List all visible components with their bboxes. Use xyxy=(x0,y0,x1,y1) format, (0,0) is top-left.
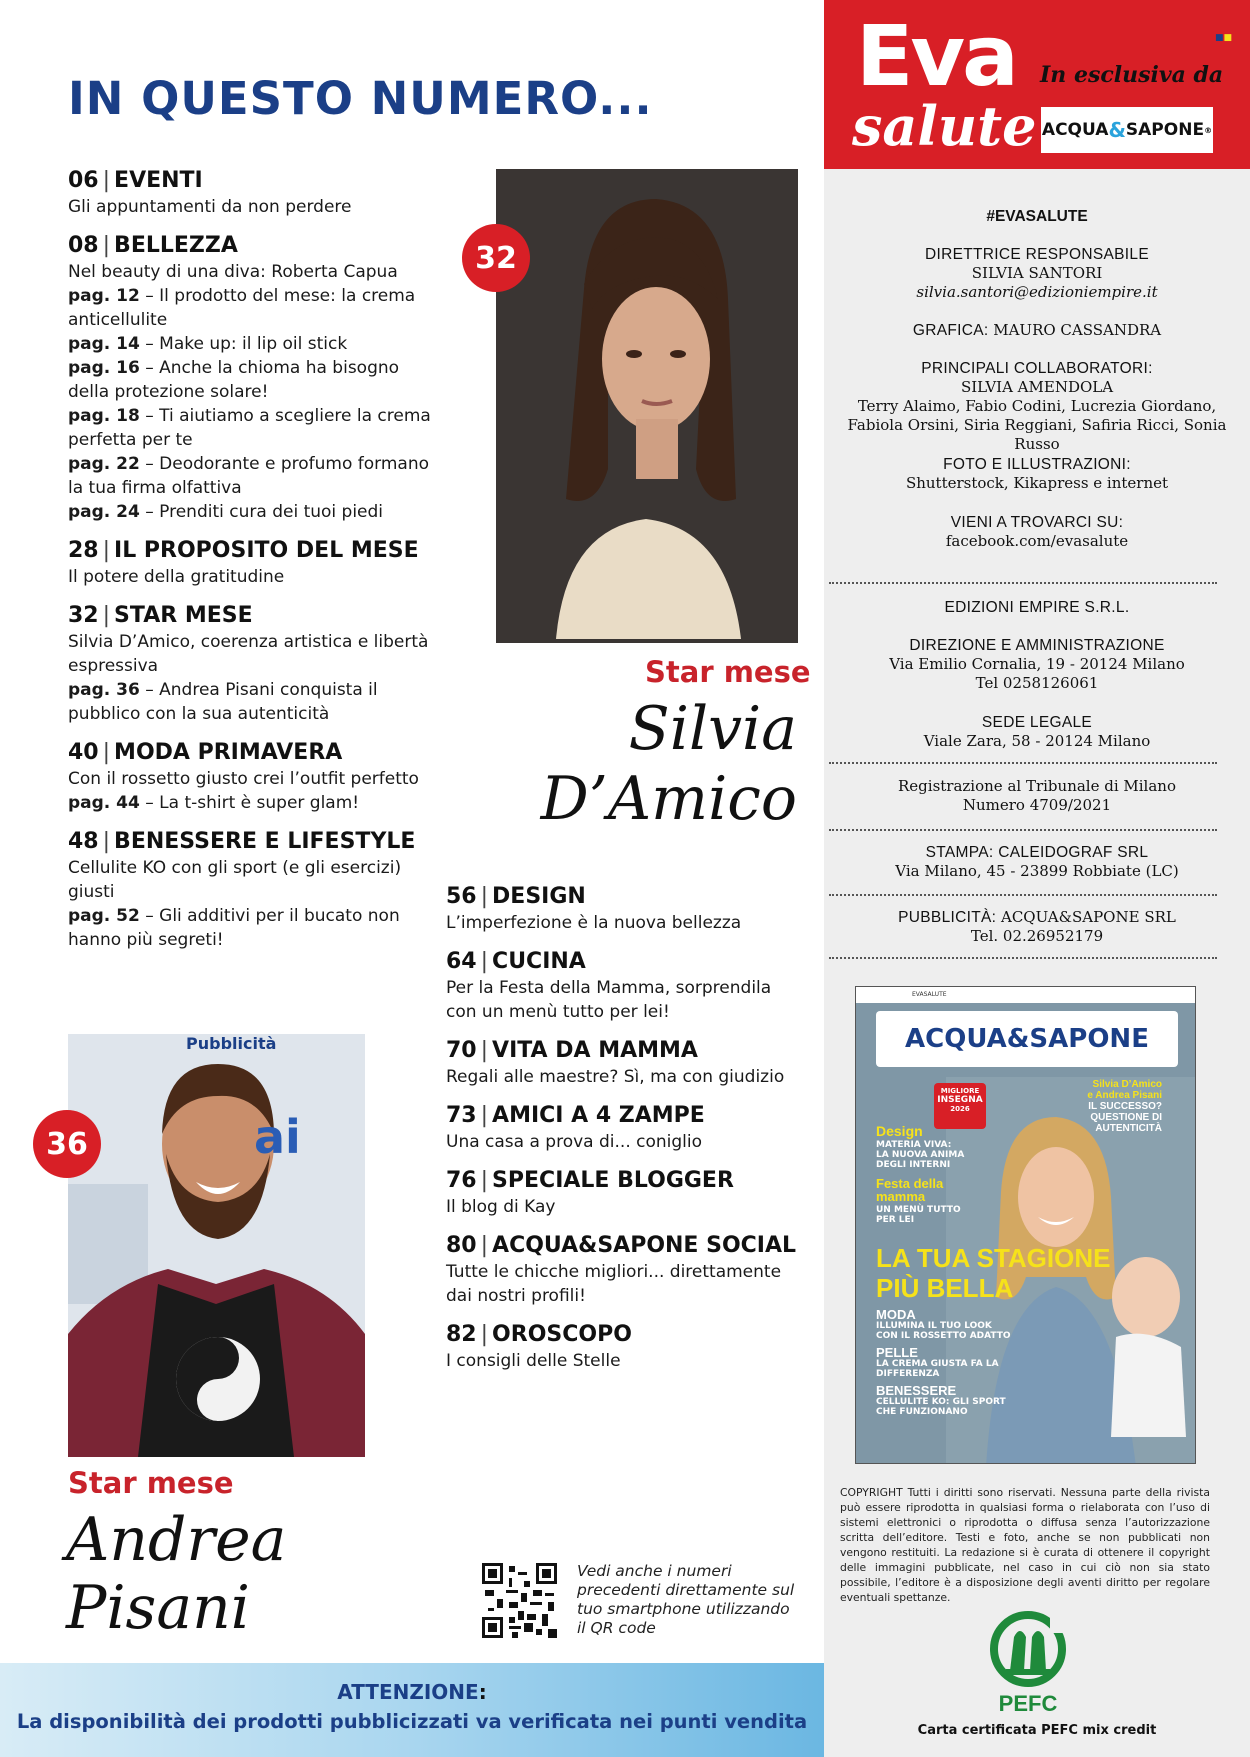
pefc-logo-icon xyxy=(980,1607,1076,1719)
qr-code[interactable] xyxy=(482,1563,557,1638)
toc-entry[interactable] xyxy=(446,1232,806,1308)
grafica-name: MAURO CASSANDRA xyxy=(993,321,1162,339)
toc-separator: | xyxy=(102,740,111,765)
andrea-pisani-photo xyxy=(68,1034,365,1457)
grafica-label: GRAFICA: xyxy=(912,322,989,339)
logo-amp: & xyxy=(1108,118,1126,142)
toc-page-number: 56 xyxy=(446,884,477,909)
colophon-pubblicita xyxy=(824,908,1250,946)
toc-entry[interactable] xyxy=(68,167,438,219)
toc-page-number: 80 xyxy=(446,1233,477,1258)
toc-description-text: – Gli additivi per il bucato non hanno più segreti! xyxy=(68,906,400,950)
logo-reg: ® xyxy=(1204,125,1213,135)
collab-line1: Terry Alaimo, Fabio Codini, Lucrezia Giordano, xyxy=(857,397,1217,415)
toc-section-title: AMICI A 4 ZAMPE xyxy=(492,1103,705,1128)
colophon-vieni xyxy=(824,513,1250,551)
toc-heading xyxy=(68,739,438,767)
toc-description xyxy=(68,195,438,219)
toc-page-number: 73 xyxy=(446,1103,477,1128)
toc-page-number: 48 xyxy=(68,829,99,854)
colophon-director xyxy=(824,245,1250,302)
toc-description-text: Una casa a prova di... coniglio xyxy=(446,1132,703,1152)
toc-separator: | xyxy=(102,538,111,563)
collab-line2: Fabiola Orsini, Siria Reggiani, Safiria Ricci, Sonia Russo xyxy=(847,416,1227,453)
colophon-publisher xyxy=(824,598,1250,617)
cover-benessere-sub xyxy=(876,1397,1006,1417)
toc-entry[interactable] xyxy=(68,537,438,589)
cover-design: Design xyxy=(876,1123,923,1139)
toc-description xyxy=(446,1065,806,1089)
toc-description-text: Tutte le chicche migliori... direttamente dai nostri profili! xyxy=(446,1262,782,1306)
toc-description xyxy=(68,630,438,678)
cover-moda: MODA xyxy=(876,1307,916,1322)
toc-subpage: pag. 22 xyxy=(68,454,140,474)
toc-page-number: 32 xyxy=(68,603,99,628)
toc-left-column xyxy=(68,167,438,965)
colophon-direzione xyxy=(824,636,1250,693)
toc-section-title: VITA DA MAMMA xyxy=(492,1038,698,1063)
toc-subpage: pag. 14 xyxy=(68,334,140,354)
footer-colon: : xyxy=(478,1680,487,1704)
toc-description-text: L’imperfezione è la nuova bellezza xyxy=(446,913,742,933)
toc-entry[interactable] xyxy=(68,602,438,726)
divider xyxy=(829,582,1217,584)
cover-benessere-sub-1: CELLULITE KO: GLI SPORT xyxy=(876,1397,1006,1407)
cover-benessere-sub-2: CHE FUNZIONANO xyxy=(876,1407,968,1417)
toc-subpage: pag. 52 xyxy=(68,906,140,926)
toc-description xyxy=(446,1260,806,1308)
direzione-tel: Tel 0258126061 xyxy=(975,674,1099,692)
toc-page-number: 64 xyxy=(446,949,477,974)
color-dots-icon: ■■ xyxy=(1215,33,1233,43)
toc-heading xyxy=(446,883,806,911)
toc-separator: | xyxy=(480,1103,489,1128)
toc-description xyxy=(446,1130,806,1154)
colophon-sede xyxy=(824,713,1250,751)
magazine-cover xyxy=(855,986,1196,1464)
collab-label: PRINCIPALI COLLABORATORI: xyxy=(921,360,1153,377)
toc-description xyxy=(68,404,438,452)
toc-separator: | xyxy=(480,949,489,974)
toc-section-title: STAR MESE xyxy=(114,603,253,628)
footer-title: ATTENZIONE xyxy=(337,1680,479,1704)
vieni-label: VIENI A TROVARCI SU: xyxy=(950,514,1124,531)
cover-design-sub xyxy=(876,1140,964,1170)
star-badge-32: 32 xyxy=(462,224,530,292)
director-name: SILVIA SANTORI xyxy=(971,264,1103,282)
award-line1: MIGLIORE xyxy=(940,1087,980,1095)
toc-description-text: – Ti aiutiamo a scegliere la crema perfetta per te xyxy=(68,406,431,450)
toc-description-text: Regali alle maestre? Sì, ma con giudizio xyxy=(446,1067,785,1087)
toc-subpage: pag. 24 xyxy=(68,502,140,522)
page-title: IN QUESTO NUMERO... xyxy=(68,72,653,125)
toc-description-text: – Il prodotto del mese: la crema anticellulite xyxy=(68,286,416,330)
toc-right-column xyxy=(446,883,806,1386)
award-year: 2026 xyxy=(950,1105,970,1113)
cover-festa-sub-2: PER LEI xyxy=(876,1215,915,1225)
toc-subpage: pag. 36 xyxy=(68,680,140,700)
cover-headline xyxy=(876,1243,1110,1303)
cover-festa-sub-1: UN MENÙ TUTTO xyxy=(876,1205,961,1215)
toc-description xyxy=(68,500,438,524)
direzione-addr: Via Emilio Cornalia, 19 - 20124 Milano xyxy=(889,655,1185,673)
cover-stars-2: e Andrea Pisani xyxy=(1087,1090,1162,1101)
cover-design-sub-2: LA NUOVA ANIMA xyxy=(876,1150,965,1160)
toc-description-text: Con il rossetto giusto crei l’outfit perfetto xyxy=(68,769,419,789)
toc-subpage: pag. 12 xyxy=(68,286,140,306)
pefc-logo-text: PEFC xyxy=(998,1691,1058,1716)
toc-heading xyxy=(446,1232,806,1260)
cover-moda-sub-2: CON IL ROSSETTO ADATTO xyxy=(876,1331,1011,1341)
logo-right: SAPONE xyxy=(1125,120,1205,140)
star2-name-line1: Andrea xyxy=(66,1505,287,1575)
director-label: DIRETTRICE RESPONSABILE xyxy=(925,246,1149,263)
toc-separator: | xyxy=(102,829,111,854)
acqua-sapone-logo xyxy=(1041,107,1213,153)
divider xyxy=(829,894,1217,896)
toc-description-text: Nel beauty di una diva: Roberta Capua xyxy=(68,262,398,282)
toc-entry[interactable] xyxy=(446,883,806,935)
toc-section-title: BELLEZZA xyxy=(114,233,238,258)
toc-heading xyxy=(68,232,438,260)
cover-benessere: BENESSERE xyxy=(876,1383,957,1398)
toc-separator: | xyxy=(480,1233,489,1258)
reg-line2: Numero 4709/2021 xyxy=(962,796,1112,814)
award-badge xyxy=(934,1083,986,1129)
cover-pelle: PELLE xyxy=(876,1345,918,1360)
photo-backdrop-text-2: ai xyxy=(254,1110,301,1164)
toc-description-text: – Make up: il lip oil stick xyxy=(139,334,348,354)
copyright-notice: COPYRIGHT Tutti i diritti sono riservati. Nessuna parte della rivista può essere riprodotta in qualsiasi forma o rielaborata con l’uso di sistemi elettronici o riprodotta o diffusa senza l’autorizzazione scritta dell’editore. Testi e foto, anche se non pubblicati non vengono restituiti. La redazione si è curata di ottenere il copyright delle immagini pubblicate, nel caso in cui ciò non sia stato possibile, l’editore è a disposizione degli aventi diritto per regolare eventuali spettanze. xyxy=(840,1486,1210,1604)
toc-section-title: MODA PRIMAVERA xyxy=(114,740,343,765)
toc-entry[interactable] xyxy=(446,1102,806,1154)
toc-description xyxy=(68,356,438,404)
toc-description-text: – Prenditi cura dei tuoi piedi xyxy=(139,502,384,522)
toc-description-text: Il blog di Kay xyxy=(446,1197,556,1217)
foto-text: Shutterstock, Kikapress e internet xyxy=(905,474,1169,492)
toc-separator: | xyxy=(102,603,111,628)
cover-moda-sub-1: ILLUMINA IL TUO LOOK xyxy=(876,1321,992,1331)
cover-pelle-sub xyxy=(876,1359,999,1379)
toc-description xyxy=(68,678,438,726)
toc-subpage: pag. 44 xyxy=(68,793,140,813)
toc-entry[interactable] xyxy=(446,1037,806,1089)
toc-heading xyxy=(68,167,438,195)
divider xyxy=(829,762,1217,764)
toc-heading xyxy=(68,537,438,565)
footer-text: La disponibilità dei prodotti pubblicizzati va verificata nei punti vendita xyxy=(16,1710,808,1733)
cover-stars-5: AUTENTICITÀ xyxy=(1095,1123,1162,1134)
toc-separator: | xyxy=(102,168,111,193)
toc-description xyxy=(68,332,438,356)
star1-name-line1: Silvia xyxy=(628,694,797,764)
toc-section-title: SPECIALE BLOGGER xyxy=(492,1168,734,1193)
toc-section-title: DESIGN xyxy=(492,884,586,909)
pub-name: ACQUA&SAPONE SRL xyxy=(1001,908,1176,926)
photo-backdrop-text: Pubblicità xyxy=(186,1034,277,1053)
collab-main: SILVIA AMENDOLA xyxy=(960,378,1114,396)
toc-separator: | xyxy=(480,1322,489,1347)
sede-label: SEDE LEGALE xyxy=(981,714,1093,731)
cover-headline-1: LA TUA STAGIONE xyxy=(876,1243,1111,1273)
logo-left: ACQUA xyxy=(1041,120,1109,140)
stampa-name: CALEIDOGRAF SRL xyxy=(998,844,1149,861)
cover-festa-1: Festa della xyxy=(876,1176,944,1191)
toc-entry[interactable] xyxy=(68,232,438,524)
toc-description-text: I consigli delle Stelle xyxy=(446,1351,621,1371)
toc-subpage: pag. 16 xyxy=(68,358,140,378)
toc-description-text: Il potere della gratitudine xyxy=(68,567,285,587)
cover-strip: EVASALUTE xyxy=(856,987,1195,1003)
silvia-damico-photo xyxy=(496,169,798,643)
toc-description xyxy=(68,452,438,500)
award-line2: INSEGNA xyxy=(937,1095,983,1105)
toc-description xyxy=(68,767,438,791)
cover-stars-1: Silvia D’Amico xyxy=(1092,1079,1162,1090)
cover-festa-sub xyxy=(876,1205,961,1225)
toc-description-text: – Anche la chioma ha bisogno della protezione solare! xyxy=(68,358,400,402)
vieni-text[interactable]: facebook.com/evasalute xyxy=(945,532,1129,550)
toc-page-number: 06 xyxy=(68,168,99,193)
toc-page-number: 76 xyxy=(446,1168,477,1193)
toc-subpage: pag. 18 xyxy=(68,406,140,426)
toc-description xyxy=(446,976,806,1024)
colophon-registration xyxy=(824,777,1250,815)
toc-section-title: EVENTI xyxy=(114,168,203,193)
toc-heading xyxy=(68,828,438,856)
toc-page-number: 28 xyxy=(68,538,99,563)
footer-bar xyxy=(0,1663,824,1757)
footer-title-line xyxy=(0,1680,824,1704)
toc-entry[interactable] xyxy=(68,828,438,952)
toc-description-text: Silvia D’Amico, coerenza artistica e libertà espressiva xyxy=(68,632,429,676)
cover-festa-2: mamma xyxy=(876,1189,926,1204)
masthead-eva: Eva xyxy=(856,7,1016,105)
star2-name-line2: Pisani xyxy=(66,1573,250,1643)
toc-description xyxy=(446,1349,806,1373)
cover-headline-2: PIÙ BELLA xyxy=(876,1273,1014,1303)
colophon-grafica xyxy=(824,321,1250,340)
toc-heading xyxy=(68,602,438,630)
toc-entry[interactable] xyxy=(446,1167,806,1219)
toc-description-text: Gli appuntamenti da non perdere xyxy=(68,197,352,217)
toc-section-title: CUCINA xyxy=(492,949,586,974)
toc-separator: | xyxy=(480,1038,489,1063)
toc-section-title: ACQUA&SAPONE SOCIAL xyxy=(492,1233,797,1258)
toc-description-text: – La t-shirt è super glam! xyxy=(139,793,360,813)
toc-heading xyxy=(446,1167,806,1195)
cover-stars-4: QUESTIONE DI xyxy=(1090,1112,1162,1123)
toc-entry[interactable] xyxy=(68,739,438,815)
cover-pelle-sub-1: LA CREMA GIUSTA FA LA xyxy=(876,1359,999,1369)
toc-page-number: 40 xyxy=(68,740,99,765)
cover-festa xyxy=(876,1177,943,1203)
toc-page-number: 70 xyxy=(446,1038,477,1063)
cover-stars xyxy=(1062,1079,1162,1134)
reg-line1: Registrazione al Tribunale di Milano xyxy=(898,777,1176,795)
toc-heading xyxy=(446,948,806,976)
toc-page-number: 08 xyxy=(68,233,99,258)
pefc-caption: Carta certificata PEFC mix credit xyxy=(917,1723,1157,1738)
star1-label: Star mese xyxy=(645,655,811,689)
toc-separator: | xyxy=(480,1168,489,1193)
cover-design-sub-1: MATERIA VIVA: xyxy=(876,1140,952,1150)
colophon-foto xyxy=(824,455,1250,493)
colophon-hashtag xyxy=(824,207,1250,226)
toc-description xyxy=(68,565,438,589)
cover-stars-3: IL SUCCESSO? xyxy=(1088,1101,1162,1112)
toc-section-title: OROSCOPO xyxy=(492,1322,632,1347)
cover-design-sub-3: DEGLI INTERNI xyxy=(876,1160,951,1170)
divider xyxy=(829,957,1217,959)
cover-moda-sub xyxy=(876,1321,1011,1341)
masthead-exclusive: In esclusiva da xyxy=(1040,62,1224,88)
toc-heading xyxy=(446,1321,806,1349)
toc-description-text: Per la Festa della Mamma, sorprendila con un menù tutto per lei! xyxy=(446,978,772,1022)
colophon-stampa xyxy=(824,843,1250,881)
toc-page-number: 82 xyxy=(446,1322,477,1347)
colophon-collaborators xyxy=(824,359,1250,454)
divider xyxy=(829,829,1217,831)
toc-heading xyxy=(446,1037,806,1065)
qr-caption: Vedi anche i numeri precedenti direttamente sul tuo smartphone utilizzando il QR code xyxy=(577,1562,795,1637)
toc-description xyxy=(68,904,438,952)
sede-addr: Viale Zara, 58 - 20124 Milano xyxy=(923,732,1151,750)
foto-label: FOTO E ILLUSTRAZIONI: xyxy=(943,456,1131,473)
toc-description xyxy=(446,1195,806,1219)
stampa-label: STAMPA: xyxy=(925,844,994,861)
star1-name-line2: D’Amico xyxy=(540,764,797,834)
hashtag: #EVASALUTE xyxy=(986,208,1088,225)
masthead-salute: salute xyxy=(852,94,1037,158)
toc-separator: | xyxy=(102,233,111,258)
toc-description xyxy=(68,284,438,332)
toc-description xyxy=(68,856,438,904)
pub-tel: Tel. 02.26952179 xyxy=(970,927,1104,945)
toc-entry[interactable] xyxy=(446,948,806,1024)
stampa-addr: Via Milano, 45 - 23899 Robbiate (LC) xyxy=(895,862,1179,880)
toc-section-title: IL PROPOSITO DEL MESE xyxy=(114,538,419,563)
toc-description xyxy=(68,260,438,284)
pub-label: PUBBLICITÀ: xyxy=(898,909,997,926)
cover-pelle-sub-2: DIFFERENZA xyxy=(876,1369,940,1379)
toc-description-text: Cellulite KO con gli sport (e gli esercizi) giusti xyxy=(68,858,402,902)
toc-separator: | xyxy=(480,884,489,909)
star-badge-36: 36 xyxy=(33,1110,101,1178)
direzione-label: DIREZIONE E AMMINISTRAZIONE xyxy=(909,637,1165,654)
cover-logo: ACQUA&SAPONE xyxy=(876,1011,1178,1067)
toc-heading xyxy=(446,1102,806,1130)
toc-entry[interactable] xyxy=(446,1321,806,1373)
toc-description xyxy=(446,911,806,935)
publisher: EDIZIONI EMPIRE S.R.L. xyxy=(944,599,1130,616)
toc-description-text: – Deodorante e profumo formano la tua firma olfattiva xyxy=(68,454,430,498)
toc-description-text: – Andrea Pisani conquista il pubblico con la sua autenticità xyxy=(68,680,378,724)
toc-description xyxy=(68,791,438,815)
toc-section-title: BENESSERE E LIFESTYLE xyxy=(114,829,416,854)
star2-label: Star mese xyxy=(68,1466,234,1500)
director-email[interactable]: silvia.santori@edizioniempire.it xyxy=(916,283,1158,301)
